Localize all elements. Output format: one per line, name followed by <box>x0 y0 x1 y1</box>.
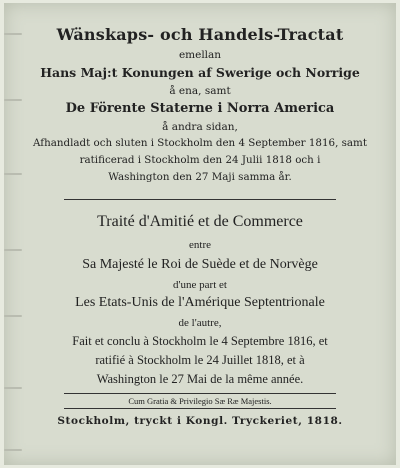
french-entre: entre <box>189 239 211 251</box>
swedish-a-andra: å andra sidan, <box>162 121 238 133</box>
swedish-conclusion-line1: Afhandladt och sluten i Stockholm den 4 September 1816, samt <box>33 137 367 149</box>
divider-rule <box>64 199 336 200</box>
binding-stitch <box>4 449 22 451</box>
swedish-a-ena: å ena, samt <box>169 85 231 97</box>
binding-stitch <box>4 315 22 317</box>
swedish-conclusion-line3: Washington den 27 Maji samma år. <box>108 171 292 183</box>
french-party-king: Sa Majesté le Roi de Suède et de Norvège <box>82 257 318 272</box>
french-conclusion-line2: ratifié à Stockholm le 24 Juillet 1818, et à <box>95 353 305 367</box>
binding-stitch <box>4 387 22 389</box>
binding-stitch <box>4 173 22 175</box>
french-party-states: Les Etats-Unis de l'Amérique Septentrionale <box>75 295 325 310</box>
privilege-notice: Cum Gratia & Privilegio Sæ Ræ Majestis. <box>128 396 272 406</box>
binding-stitch <box>4 249 22 251</box>
swedish-party-states: De Förente Staterne i Norra America <box>65 101 335 116</box>
imprint: Stockholm, tryckt i Kongl. Tryckeriet, 1818. <box>57 415 343 427</box>
french-conclusion-line3: Washington le 27 Mai de la même année. <box>96 372 304 386</box>
binding-stitch <box>4 99 22 101</box>
binding-stitch <box>4 33 22 35</box>
french-autre: de l'autre, <box>178 317 222 329</box>
french-part-et: d'une part et <box>173 279 227 291</box>
document-page <box>4 3 396 465</box>
french-conclusion-line1: Fait et conclu à Stockholm le 4 Septembre 1816, et <box>72 334 328 348</box>
swedish-emellan: emellan <box>178 49 222 61</box>
privilege-rule-bottom <box>64 408 336 409</box>
swedish-conclusion-line2: ratificerad i Stockholm den 24 Julii 1818 och i <box>79 154 321 166</box>
swedish-title: Wänskaps- och Handels-Tractat <box>56 25 344 44</box>
swedish-party-king: Hans Maj:t Konungen af Swerige och Norrige <box>40 65 360 80</box>
french-title: Traité d'Amitié et de Commerce <box>97 213 303 230</box>
privilege-rule-top <box>64 393 336 394</box>
